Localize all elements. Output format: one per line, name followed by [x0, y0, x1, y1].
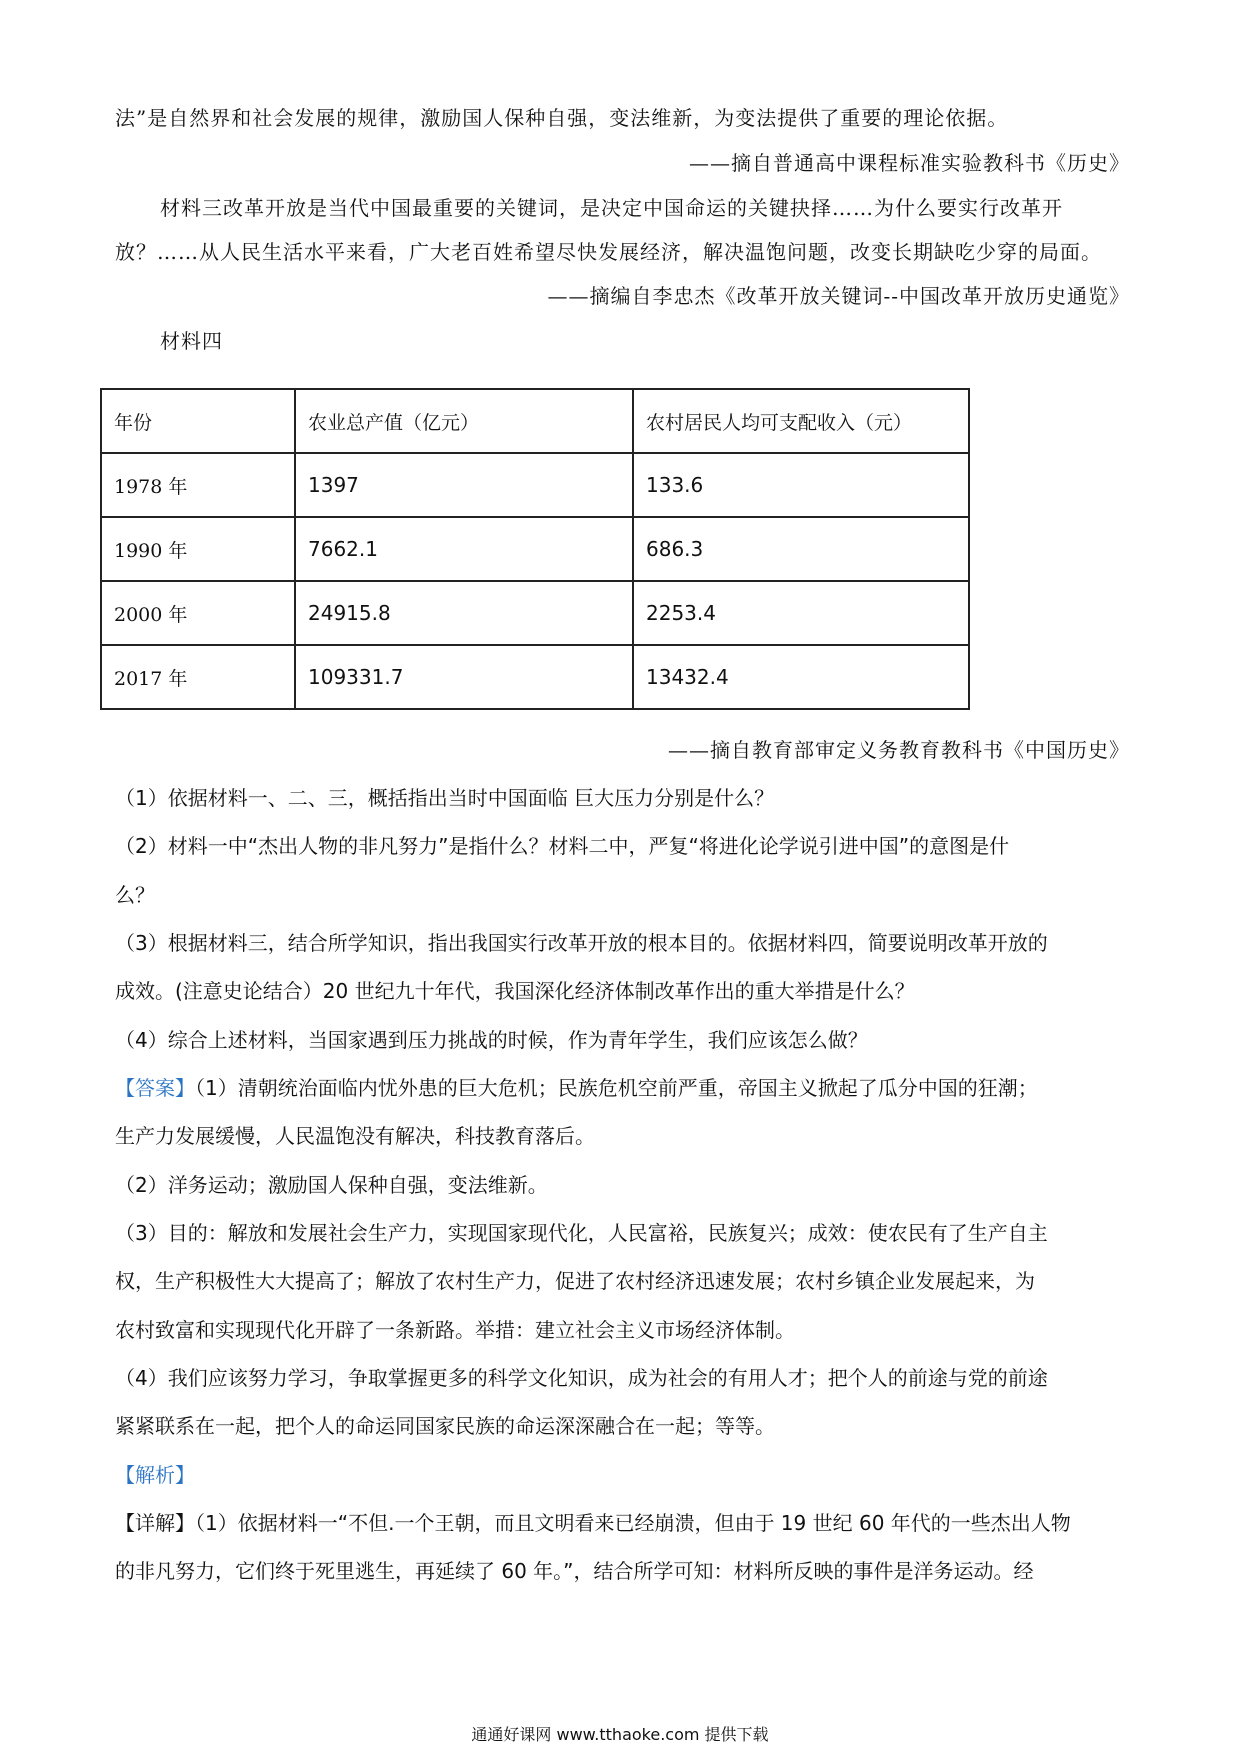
- question-3-line-2: 成效。(注意史论结合）20 世纪九十年代，我国深化经济体制改革作出的重大举措是什么？: [115, 979, 915, 1003]
- cell-year: 2017 年: [101, 645, 295, 709]
- table-header-row: [101, 389, 969, 453]
- analysis-tag: 【解析】: [115, 1463, 195, 1487]
- table-row: [101, 453, 969, 517]
- material-three-line-2: 放？……从人民生活水平来看，广大老百姓希望尽快发展经济，解决温饱问题，改变长期缺吃少穿的局面。: [115, 240, 1102, 264]
- source-citation-china-history: ——摘自教育部审定义务教育教科书《中国历史》: [668, 738, 1130, 762]
- table-row: [101, 645, 969, 709]
- cell-agri-output: 109331.7: [295, 645, 633, 709]
- material-four-label: 材料四: [160, 329, 223, 353]
- question-2-line-1: （2）材料一中“杰出人物的非凡努力”是指什么？材料二中，严复“将进化论学说引进中国”的意图是什: [115, 834, 1010, 858]
- cell-year: 1978 年: [101, 453, 295, 517]
- analysis-heading: [115, 1460, 1130, 1490]
- answer-tag: 【答案】: [115, 1076, 195, 1100]
- answer-1-line-2: 生产力发展缓慢，人民温饱没有解决，科技教育落后。: [115, 1124, 595, 1148]
- material-three-line-1: 材料三改革开放是当代中国最重要的关键词，是决定中国命运的关键抉择……为什么要实行改革开: [160, 196, 1063, 220]
- answer-3-line-1: （3）目的：解放和发展社会生产力，实现国家现代化，人民富裕，民族复兴；成效：使农民有了生产自主: [115, 1221, 1048, 1245]
- cell-agri-output: 24915.8: [295, 581, 633, 645]
- header-year: 年份: [101, 389, 295, 453]
- page-footer: 通通好课网 www.tthaoke.com 提供下载: [471, 1725, 769, 1744]
- cell-rural-income: 686.3: [633, 517, 969, 581]
- agriculture-income-table: [100, 388, 970, 710]
- material-two-ending-line: 法”是自然界和社会发展的规律，激励国人保种自强，变法维新，为变法提供了重要的理论依据。: [115, 106, 1009, 130]
- answer-line-1: [115, 1073, 1130, 1103]
- question-3-line-1: （3）根据材料三，结合所学知识，指出我国实行改革开放的根本目的。依据材料四，简要说明改革开放的: [115, 931, 1048, 955]
- detail-tag: 【详解】: [115, 1511, 195, 1535]
- answer-2: （2）洋务运动；激励国人保种自强，变法维新。: [115, 1173, 548, 1197]
- cell-agri-output: 7662.1: [295, 517, 633, 581]
- source-citation-li-zhongjie: ——摘编自李忠杰《改革开放关键词--中国改革开放历史通览》: [547, 284, 1130, 308]
- cell-rural-income: 13432.4: [633, 645, 969, 709]
- answer-3-line-3: 农村致富和实现现代化开辟了一条新路。举措：建立社会主义市场经济体制。: [115, 1318, 795, 1342]
- question-1: （1）依据材料一、二、三，概括指出当时中国面临 巨大压力分别是什么？: [115, 786, 775, 810]
- question-4: （4）综合上述材料，当国家遇到压力挑战的时候，作为青年学生，我们应该怎么做？: [115, 1028, 868, 1052]
- answer-4-line-1: （4）我们应该努力学习，争取掌握更多的科学文化知识，成为社会的有用人才；把个人的前途与党的前途: [115, 1366, 1048, 1390]
- detail-1-text: （1）依据材料一“不但.一个王朝，而且文明看来已经崩溃，但由于 19 世纪 60 年代的一些杰出人物: [195, 1511, 1071, 1535]
- cell-rural-income: 2253.4: [633, 581, 969, 645]
- answer-4-line-2: 紧紧联系在一起，把个人的命运同国家民族的命运深深融合在一起；等等。: [115, 1414, 775, 1438]
- cell-year: 2000 年: [101, 581, 295, 645]
- header-rural-income: 农村居民人均可支配收入（元）: [633, 389, 969, 453]
- source-citation-history-textbook: ——摘自普通高中课程标准实验教科书《历史》: [689, 151, 1130, 175]
- detail-line-2: 的非凡努力，它们终于死里逃生，再延续了 60 年。”，结合所学可知：材料所反映的事件是洋务运动。经: [115, 1559, 1034, 1583]
- question-2-line-2: 么？: [115, 883, 155, 907]
- answer-1-text: （1）清朝统治面临内忧外患的巨大危机；民族危机空前严重，帝国主义掀起了瓜分中国的狂潮；: [195, 1076, 1038, 1100]
- header-agri-output: 农业总产值（亿元）: [295, 389, 633, 453]
- answer-3-line-2: 权，生产积极性大大提高了；解放了农村生产力，促进了农村经济迅速发展；农村乡镇企业发展起来，为: [115, 1269, 1035, 1293]
- table-row: [101, 581, 969, 645]
- cell-agri-output: 1397: [295, 453, 633, 517]
- detail-line-1: [115, 1508, 1130, 1538]
- table-row: [101, 517, 969, 581]
- cell-year: 1990 年: [101, 517, 295, 581]
- cell-rural-income: 133.6: [633, 453, 969, 517]
